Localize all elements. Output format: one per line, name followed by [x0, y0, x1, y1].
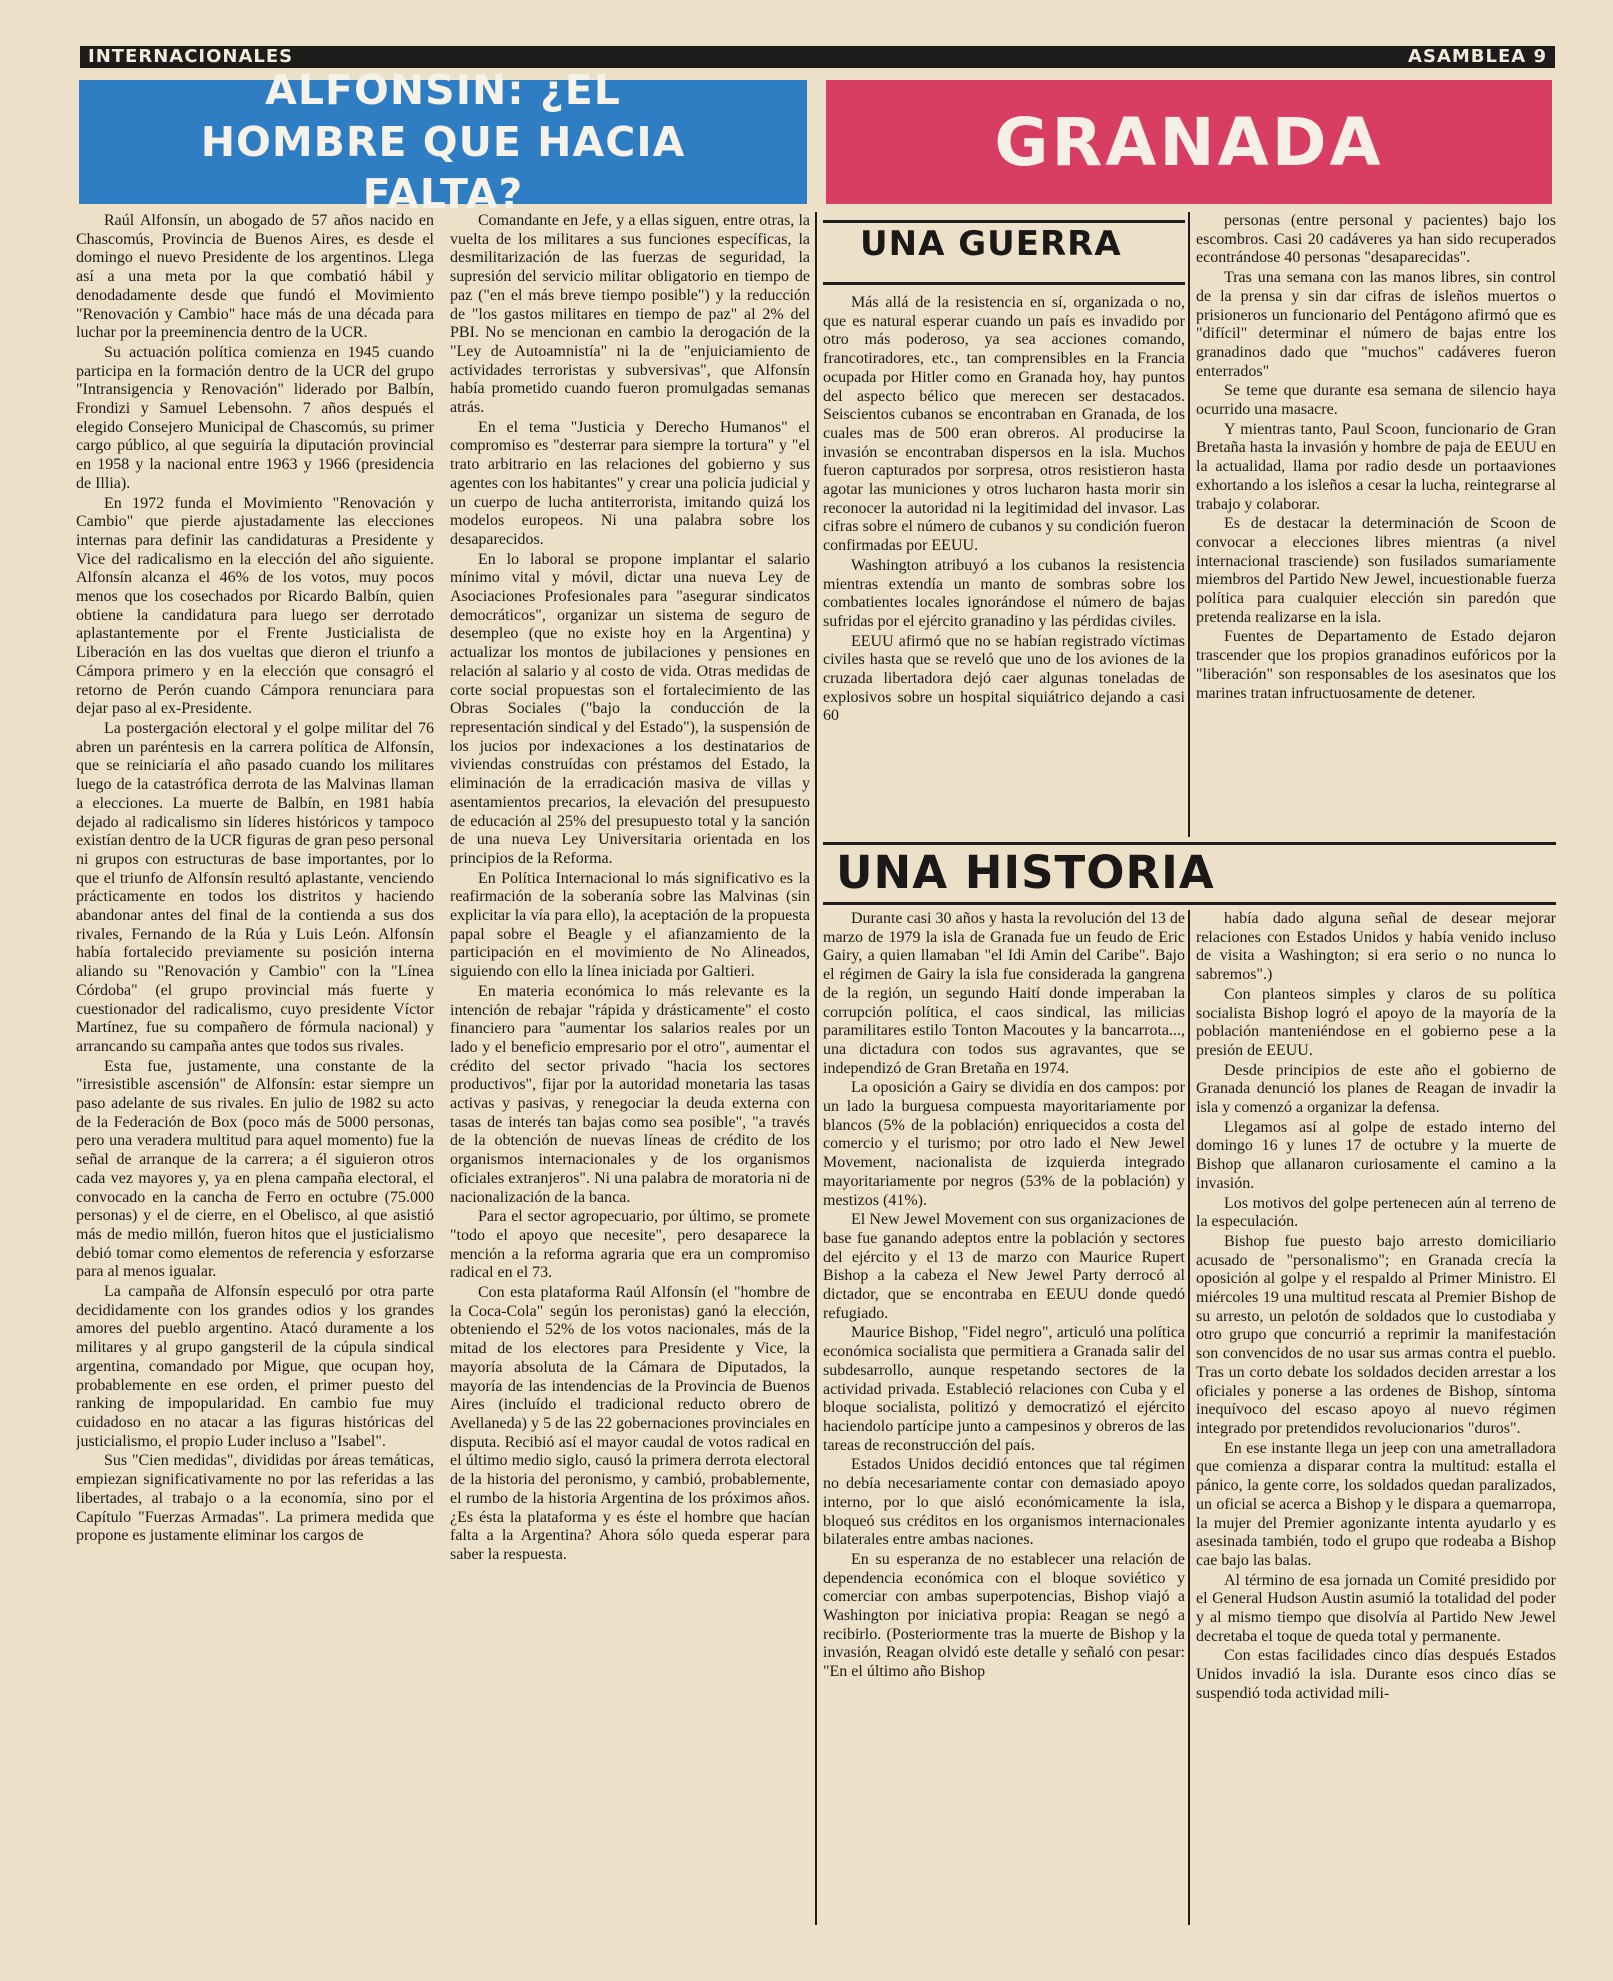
guerra-column-2	[1196, 212, 1556, 837]
paragraph: Sus "Cien medidas", divididas por áreas temáticas, empiezan significativamente no por las referidas a las libertades, al trabajo o a la economía, sino por el Capítulo "Fuerzas Armadas". La primera medida que propone es justamente eliminar los cargos de	[76, 1452, 434, 1545]
paragraph: En materia económica lo más relevante es la intención de rebajar "rápida y drásticamente" el costo financiero para "aumentar los salarios reales por un lado y el beneficio empresario por el otro", aumentar el crédito del sector privado "hacia los sectores productivos", fijar por la autoridad monetaria las tasas activas y pasivas, y renegociar la deuda externa con tasas de interés tan bajas como sea posible", "a través de la obtención de nuevas líneas de crédito de los organismos internacionales y de los organismos oficiales extranjeros". Ni una palabra de moratoria ni de nacionalización de la banca.	[450, 982, 810, 1206]
paragraph: EEUU afirmó que no se habían registrado víctimas civiles hasta que se reveló que uno de los aviones de la cruzada libertadora dejó caer algunas toneladas de explosivos sobre un hospital siquiátrico dejando a casi 60	[823, 632, 1185, 725]
paragraph: Llegamos así al golpe de estado interno del domingo 16 y lunes 17 de octubre y la muerte de Bishop que allanaron curiosamente el camino a la invasión.	[1196, 1118, 1556, 1192]
column-divider	[1188, 212, 1190, 837]
paragraph: Al término de esa jornada un Comité presidido por el General Hudson Austin asumió la totalidad del poder y al mismo tiempo que disolvía al Partido New Jewel decretaba el toque de queda total y permanente.	[1196, 1571, 1556, 1645]
paragraph: Raúl Alfonsín, un abogado de 57 años nacido en Chascomús, Provincia de Buenos Aires, es desde el domingo el nuevo Presidente de los argentinos. Llega así a una meta por la que combatió hábil y denodadamente desde que fundó el Movimiento "Renovación y Cambio" hace más de una década para luchar por la preeminencia dentro de la UCR.	[76, 212, 434, 342]
paragraph: La campaña de Alfonsín especuló por otra parte decididamente con los grandes odios y los grandes amores del pueblo argentino. Atacó duramente a los militares y al grupo gangsteril de la cúpula sindical argentina, comandado por Migue, que ocupan hoy, probablemente en ese orden, el primer puesto del ranking de impopularidad. En cambio fue muy cuidadoso en no atacar a las figuras históricas del justicialismo, el propio Luder incluso a "Isabel".	[76, 1283, 434, 1450]
paragraph: Esta fue, justamente, una constante de la "irresistible ascensión" de Alfonsín: estar siempre un paso adelante de sus rivales. En julio de 1982 su acto de la Federación de Box (poco más de 5000 personas, pero una veradera multitud para aquel momento) fue la señal de arranque de la carrera; a él siguieron otros cada vez mayores y, ya en plena campaña electoral, el convocado en la cancha de Ferro en octubre (75.000 personas) y el de cierre, en el Obelisco, al que asistió más de medio millón, fueron hitos que el justicialismo debió tomar como elementos de referencia y esforzarse para al menos igualar.	[76, 1057, 434, 1281]
paragraph: Los motivos del golpe pertenecen aún al terreno de la especulación.	[1196, 1194, 1556, 1231]
column-divider	[1188, 910, 1190, 1925]
paragraph: La oposición a Gairy se dividía en dos campos: por un lado la burguesa compuesta mayoritariamente por blancos (5% de la población) enriquecidos a costa del comercio y el turismo; por otro lado el New Jewel Movement, nacionalista de izquierda integrado mayoritariamente por negros (53% de la población) y mestizos (41%).	[823, 1079, 1185, 1209]
paragraph: El New Jewel Movement con sus organizaciones de base fue ganando adeptos entre la población y sectores del ejército y el 13 de marzo con Maurice Rupert Bishop a la cabeza el New Jewel Party derrocó al dictador, que se encontraba en EEUU donde quedó refugiado.	[823, 1211, 1185, 1322]
alfonsin-title-banner	[79, 66, 807, 218]
guerra-bottom-rule	[823, 282, 1185, 285]
paragraph: En Política Internacional lo más significativo es la reafirmación de la soberanía sobre las Malvinas (sin explicitar la vía para ello), la aceptación de la propuesta papal sobre el Beagle y el afianzamiento de la participación en el movimiento de No Alineados, siguiendo con ello la línea iniciada por Galtieri.	[450, 869, 810, 981]
historia-column-1	[823, 910, 1185, 1925]
granada-title: GRANADA	[994, 103, 1384, 181]
paragraph: personas (entre personal y pacientes) bajo los escombros. Casi 20 cadáveres ya han sido recuperados econtrándose 40 personas "desaparecidas".	[1196, 212, 1556, 267]
alfonsin-column-1	[76, 212, 434, 1925]
paragraph: Fuentes de Departamento de Estado dejaron trascender que los propios granadinos eufóricos por la "liberación" son responsables de los asesinatos que los marines tratan infructuosamente de detener.	[1196, 628, 1556, 702]
paragraph: Estados Unidos decidió entonces que tal régimen no debía necesariamente contar con demasiado apoyo interno, por lo que aisló económicamente la isla, bloqueó sus créditos en los organismos internacionales bilaterales entre ambas naciones.	[823, 1456, 1185, 1549]
paragraph: Se teme que durante esa semana de silencio haya ocurrido una masacre.	[1196, 382, 1556, 419]
alfonsin-title: ALFONSIN: ¿EL HOMBRE QUE HACIA FALTA?	[200, 66, 686, 218]
section-label: INTERNACIONALES	[88, 46, 294, 67]
column-divider	[815, 212, 817, 1925]
paragraph: Para el sector agropecuario, por último, se promete "todo el apoyo que necesite", pero desaparece la mención a la reforma agraria que era un compromiso radical en el 73.	[450, 1208, 810, 1282]
guerra-heading: UNA GUERRA	[860, 224, 1122, 264]
paragraph: Con estas facilidades cinco días después Estados Unidos invadió la isla. Durante esos cinco días se suspendió toda actividad mili-	[1196, 1647, 1556, 1702]
paragraph: Su actuación política comienza en 1945 cuando participa en la formación dentro de la UCR del grupo "Intransigencia y Renovación" liderado por Balbín, Frondizi y Samuel Lebensohn. 7 años después el elegido Consejero Municipal de Chascomús, su primer cargo público, al que seguiría la diputación provincial en 1958 y la nacional entre 1963 y 1966 (presidencia de Illia).	[76, 343, 434, 492]
paragraph: Desde principios de este año el gobierno de Granada denunció los planes de Reagan de invadir la isla y comenzó a organizar la defensa.	[1196, 1061, 1556, 1117]
granada-title-banner	[826, 80, 1552, 204]
guerra-column-1	[823, 294, 1185, 836]
paragraph: había dado alguna señal de desear mejorar relaciones con Estados Unidos y había venido incluso de visita a Washington; si era serio o no nunca lo sabremos".)	[1196, 910, 1556, 984]
historia-bottom-rule	[823, 902, 1556, 905]
paragraph: En 1972 funda el Movimiento "Renovación y Cambio" que pierde ajustadamente las elecciones internas para definir las candidaturas a Presidente y Vice del radicalismo en la elección del año siguiente. Alfonsín alcanza el 46% de los votos, muy pocos menos que los cosechados por Ricardo Balbín, quien obtiene la candidatura para luego ser derrotado aplastantemente por el Frente Justicialista de Liberación en las dos vueltas que dieron el triunfo a Cámpora primero y en la elección que consagró el retorno de Perón cuando Cámpora renunciara para dejar paso al ex-Presidente.	[76, 494, 434, 718]
paragraph: Tras una semana con las manos libres, sin control de la prensa y sin dar cifras de isleños muertos o prisioneros un funcionario del Pentágono afirmó que es "difícil" determinar el número de bajas entre los granadinos dado que "muchos" cadáveres fueron enterrados"	[1196, 269, 1556, 380]
paragraph: Es de destacar la determinación de Scoon de convocar a elecciones libres mientras (a nivel internacional trasciende) son fusilados sumariamente miembros del Partido New Jewel, incuestionable fuerza política para cualquier elección sin paredón que pretenda realizarse en la isla.	[1196, 515, 1556, 626]
historia-top-rule	[823, 842, 1556, 845]
paragraph: En el tema "Justicia y Derecho Humanos" el compromiso es "desterrar para siempre la tortura" y "el trato arbitrario en las relaciones del gobierno y sus agentes con los habitantes" y crear una policía judicial y un cuerpo de lucha antiterrorista, imitando quizá los modelos europeos. Ni una palabra sobre los desaparecidos.	[450, 418, 810, 548]
paragraph: Y mientras tanto, Paul Scoon, funcionario de Gran Bretaña hasta la invasión y hombre de paja de EEUU en la actualidad, llama por radio desde un portaaviones exhortando a los isleños a cesar la lucha, reintegrarse al trabajo y colaborar.	[1196, 420, 1556, 513]
guerra-top-rule	[823, 220, 1185, 223]
paragraph: Comandante en Jefe, y a ellas siguen, entre otras, la vuelta de los militares a sus funciones específicas, la desmilitarización de las fuerzas de seguridad, la supresión del servicio militar obligatorio en tiempo de paz ("en el más breve tiempo posible") y la reducción de "los gastos militares en tiempo de paz" al 2% del PBI. No se mencionan en cambio la derogación de la "Ley de Autoamnistía" ni la de "enjuiciamiento de actividades terroristas y subversivas", que Alfonsín había prometido cuando fueron promulgadas semanas atrás.	[450, 212, 810, 417]
paragraph: En lo laboral se propone implantar el salario mínimo vital y móvil, dictar una nueva Ley de Asociaciones Profesionales para "asegurar sindicatos democráticos", organizar un sistema de seguro de desempleo (que no existe hoy en la Argentina) y actualizar los montos de jubilaciones y pensiones en relación al salario y al costo de vida. Otras medidas de corte social propuestas son el fortalecimiento de las Obras Sociales ("bajo la conducción de la representación sindical y del Estado"), la suspensión de los jucios por indexaciones a los destinatarios de viviendas construídas con préstamos del Estado, la eliminación de la erradicación masiva de villas y asentamientos precarios, la elevación del presupuesto de educación al 25% del presupuesto total y la sanción de una nueva Ley Universitaria orientada en los principios de la Reforma.	[450, 550, 810, 867]
historia-column-2	[1196, 910, 1556, 1925]
alfonsin-column-2	[450, 212, 810, 1925]
page-label: ASAMBLEA 9	[1408, 46, 1547, 67]
paragraph: Más allá de la resistencia en sí, organizada o no, que es natural esperar cuando un país es invadido por otro más poderoso, ya sea acciones comando, francotiradores, etc., tan comprensibles en la Francia ocupada por Hitler como en Granada hoy, hay puntos del aspecto bélico que merecen ser destacados. Seiscientos cubanos se encontraban en Granada, de los cuales mas de 500 eran obreros. Al producirse la invasión se encontraban dispersos en la isla. Muchos fueron capturados por sorpresa, otros resistieron hasta agotar las municiones y otros lucharon hasta morir sin reconocer la autoridad ni la legitimidad del invasor. Las cifras sobre el número de cubanos y su condición fueron confirmadas por EEUU.	[823, 294, 1185, 555]
paragraph: Maurice Bishop, "Fidel negro", articuló una política económica socialista que permitiera a Granada salir del subdesarrollo, aunque respetando sectores de la actividad privada. Estableció relaciones con Cuba y el bloque socialista, politizó y democratizó el ejército haciendolo partícipe junto a campesinos y obreros de las tareas de reconstrucción del país.	[823, 1324, 1185, 1454]
historia-heading: UNA HISTORIA	[836, 846, 1215, 899]
paragraph: Con esta plataforma Raúl Alfonsín (el "hombre de la Coca-Cola" según los peronistas) ganó la elección, obteniendo el 52% de los votos nacionales, más de la mitad de los electores para Presidente y Vice, la mayoría absoluta de la Cámara de Diputados, la mayoría de las intendencias de la Provincia de Buenos Aires (incluído el tradicional reducto obrero de Avellaneda) y 5 de las 22 gobernaciones provinciales en disputa. Recibió así el mayor caudal de votos radical en el último medio siglo, causó la primera derrota electoral de la historia del peronismo, y cambió, probablemente, el rumbo de la historia Argentina de los próximos años. ¿Es ésta la plataforma y es éste el hombre que hacían falta a la Argentina? Ahora sólo queda esperar para saber la respuesta.	[450, 1284, 810, 1563]
paragraph: Durante casi 30 años y hasta la revolución del 13 de marzo de 1979 la isla de Granada fue un feudo de Eric Gairy, a quien llamaban "el Idi Amin del Caribe". Bajo el régimen de Gairy la isla fue considerada la gangrena de la región, un segundo Haití donde imperaban la corrupción política, el caos sindical, las milicias paramilitares estilo Tonton Macoutes y la bancarrota..., una dictadura con todos sus agravantes, que se independizó de Gran Bretaña en 1974.	[823, 910, 1185, 1077]
paragraph: En ese instante llega un jeep con una ametralladora que comienza a disparar contra la multitud: estalla el pánico, la gente corre, los soldados quedan paralizados, un oficial se acerca a Bishop y le dispara a quemarropa, la mujer del Premier agonizante intenta ayudarlo y es asesinada también, todo el grupo que rodeaba a Bishop cae bajo las balas.	[1196, 1439, 1556, 1569]
paragraph: La postergación electoral y el golpe militar del 76 abren un paréntesis en la carrera política de Alfonsín, que se reiniciaría el año pasado cuando los militares luego de la catastrófica derrota de las Malvinas llaman a elecciones. La muerte de Balbín, en 1981 había dejado al radicalismo sin líderes históricos y tampoco existían dentro de la UCR figuras de gran peso personal ni grupos con estructuras de base importantes, por lo que el triunfo de Alfonsín resultó aplastante, venciendo prácticamente en todos los distritos y haciendo abandonar antes del final de la contienda a sus dos rivales, Fernando de la Rúa y Luis León. Alfonsín había fortalecido previamente su posición interna aliando su "Renovación y Cambio" con la "Línea Córdoba" (el grupo provincial más fuerte y cuestionador del radicalismo, cuyo presidente Víctor Martínez, fue su compañero de fórmula nacional) y arrancando su campaña antes que todos sus rivales.	[76, 719, 434, 1055]
paragraph: Washington atribuyó a los cubanos la resistencia mientras extendía un manto de sombras sobre los combatientes locales ignorándose el número de bajas sufridas por el ejército granadino y las pérdidas civiles.	[823, 556, 1185, 630]
paragraph: En su esperanza de no establecer una relación de dependencia económica con el bloque soviético y comerciar con ambas superpotencias, Bishop viajó a Washington por iniciativa propia: Reagan se negó a recibirlo. (Posteriormente tras la muerte de Bishop y la invasión, Reagan olvidó este detalle y señaló con pesar: "En el último año Bishop	[823, 1550, 1185, 1681]
paragraph: Con planteos simples y claros de su política socialista Bishop logró el apoyo de la mayoría de la población manteniéndose en el gobierno pese a la presión de EEUU.	[1196, 985, 1556, 1059]
paragraph: Bishop fue puesto bajo arresto domiciliario acusado de "personalismo"; en Granada crecía la oposición al golpe y el respaldo al Primer Ministro. El miércoles 19 una multitud rescata al Premier Bishop de su arresto, un pelotón de soldados que lo custodiaba y otro grupo que concurrió a reprimir la manifestación son convencidos de no usar sus armas contra el pueblo. Tras un corto debate los soldados deciden arrestar a los oficiales y ponerse a las ordenes de Bishop, síntoma inequívoco del escaso apoyo al nuevo régimen integrado por pretendidos revolucionarios "duros".	[1196, 1232, 1556, 1437]
